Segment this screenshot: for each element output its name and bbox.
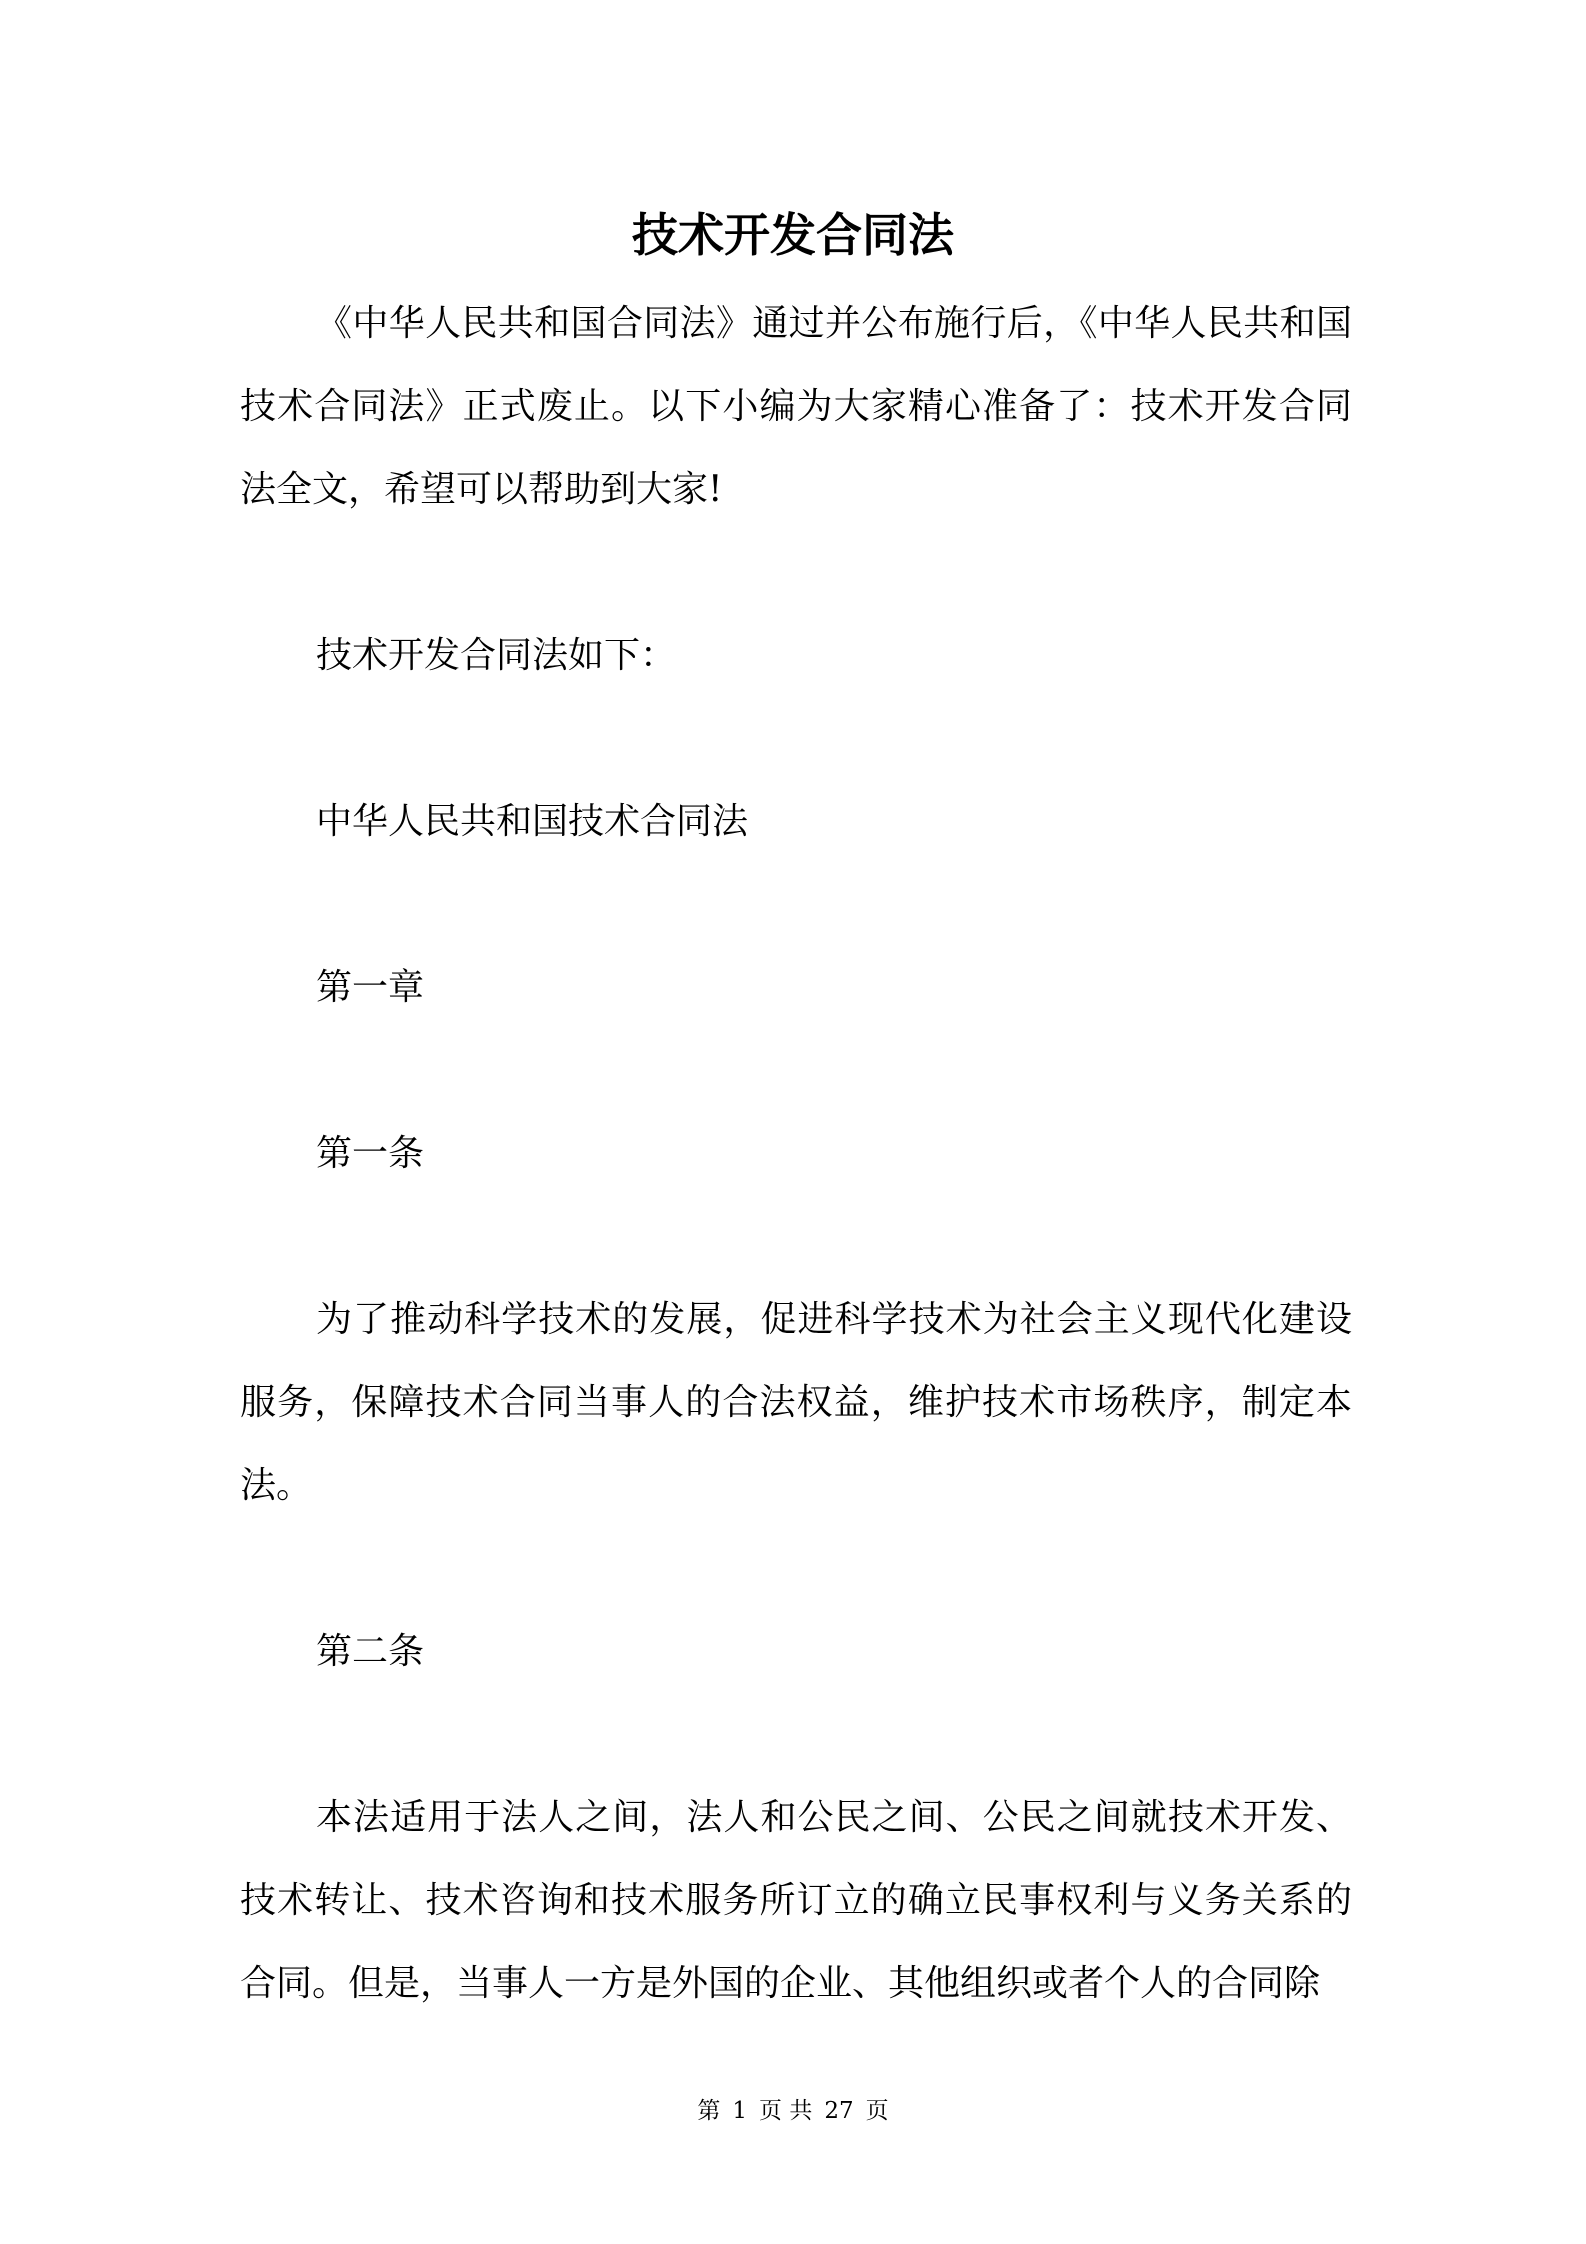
total-page-count: 27 [824, 2098, 854, 2124]
chapter-heading: 第一章 [316, 967, 425, 1008]
page-footer [0, 2096, 1586, 2126]
law-name-heading: 中华人民共和国技术合同法 [316, 801, 749, 842]
article-2-heading: 第二条 [316, 1631, 425, 1672]
article-1-text: 为了推动科学技术的发展，促进科学技术为社会主义现代化建设服务，保障技术合同当事人的合法权益，维护技术市场秩序，制定本法。 [240, 1299, 1352, 1506]
footer-prefix: 第 [697, 2098, 721, 2124]
current-page-number: 1 [732, 2098, 748, 2124]
contents-intro: 技术开发合同法如下： [316, 635, 677, 676]
footer-suffix: 页 [865, 2098, 889, 2124]
footer-middle: 页 共 [759, 2098, 813, 2124]
document-title: 技术开发合同法 [632, 208, 954, 262]
intro-paragraph: 《中华人民共和国合同法》通过并公布施行后，《中华人民共和国技术合同法》正式废止。以下小编为大家精心准备了：技术开发合同法全文，希望可以帮助到大家! [240, 303, 1352, 510]
article-2-text: 本法适用于法人之间，法人和公民之间、公民之间就技术开发、技术转让、技术咨询和技术服务所订立的确立民事权利与义务关系的合同。但是，当事人一方是外国的企业、其他组织或者个人的合同除 [240, 1797, 1352, 2004]
article-1-heading: 第一条 [316, 1133, 425, 1174]
